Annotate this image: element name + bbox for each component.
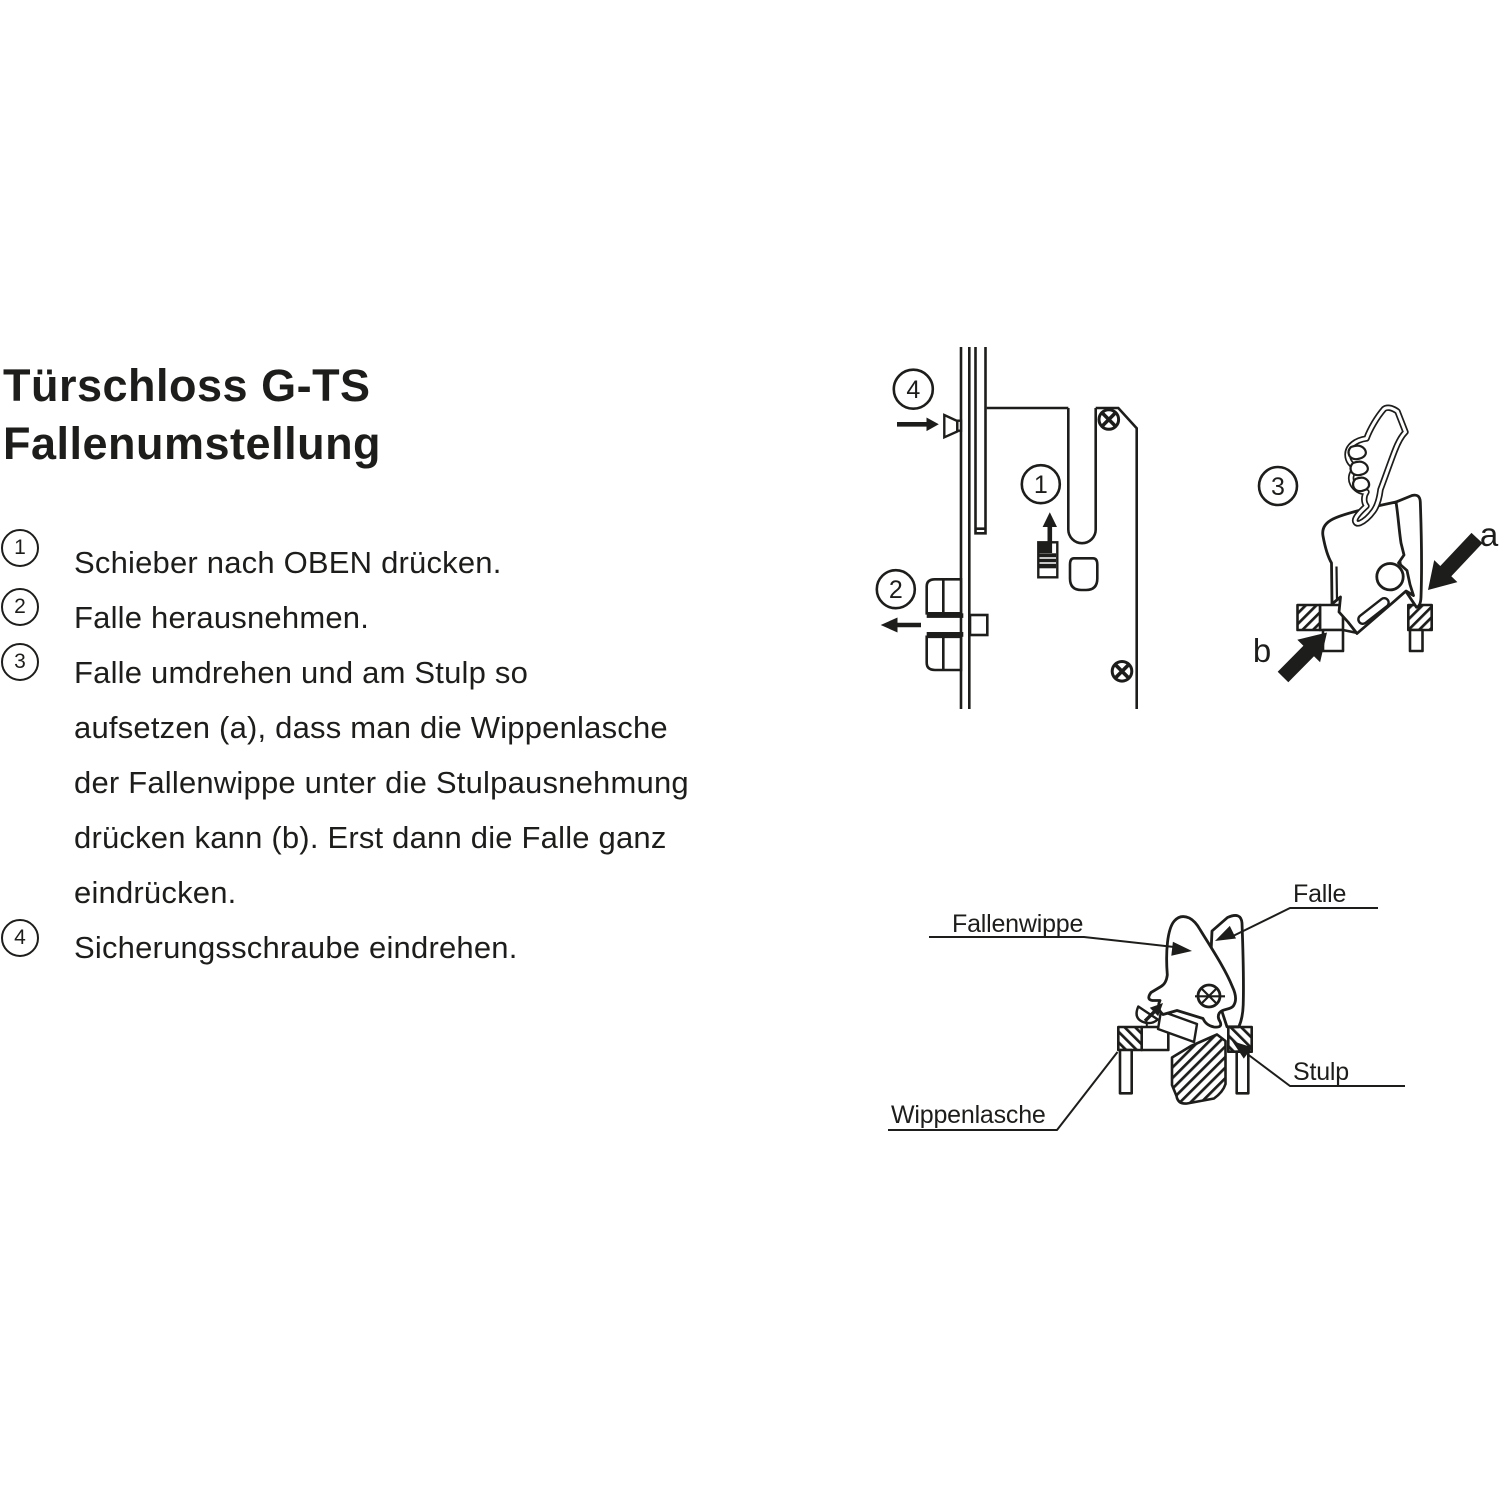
callout-2 <box>877 570 915 608</box>
page-title-line2: Fallenumstellung <box>3 418 382 469</box>
callout-2-number: 2 <box>888 576 903 604</box>
direction-label-a: a <box>1479 516 1499 553</box>
callout-1-number: 1 <box>1033 471 1048 499</box>
direction-arrow-b <box>1278 633 1327 683</box>
callout-3 <box>1259 467 1297 505</box>
step-3-text-line1: Falle umdrehen und am Stulp so <box>74 655 529 690</box>
label-fallenwippe: Fallenwippe <box>952 910 1084 938</box>
screw-icon <box>1112 662 1132 682</box>
screw-icon <box>1099 410 1119 430</box>
guide-slot <box>1068 408 1095 543</box>
step-3-text-line4: drücken kann (b). Erst dann die Falle ganz <box>74 820 667 855</box>
step-4-badge: 4 <box>1 919 39 957</box>
label-falle: Falle <box>1293 880 1347 908</box>
slider-rail <box>976 347 986 533</box>
left-arrow <box>881 618 921 633</box>
step-2-text: Falle herausnehmen. <box>74 600 370 635</box>
latch-tail-section <box>1172 1035 1226 1104</box>
countersunk-screw-icon <box>944 415 961 437</box>
stulp-cut-left <box>1298 605 1321 630</box>
direction-label-b: b <box>1252 632 1272 669</box>
step-3-text-line3: der Fallenwippe unter die Stulpausnehmung <box>74 765 689 800</box>
stulp-leg-left <box>1120 1050 1132 1093</box>
step-4-text: Sicherungsschraube eindrehen. <box>74 930 518 965</box>
step-3-text-line5: eindrücken. <box>74 875 237 910</box>
step-3-text-line2: aufsetzen (a), dass man die Wippenlasche <box>74 710 668 745</box>
figure-lock-view <box>877 347 1137 709</box>
callout-3-number: 3 <box>1271 473 1285 501</box>
label-wippenlasche: Wippenlasche <box>891 1101 1046 1129</box>
right-arrow <box>897 418 939 432</box>
stulp-leg-right <box>1237 1052 1249 1094</box>
stulp-cut-left <box>1118 1027 1141 1050</box>
step-1-badge: 1 <box>1 529 39 567</box>
callout-1 <box>1022 465 1060 503</box>
follower-hole <box>1070 558 1097 590</box>
axle-hole <box>1377 564 1403 590</box>
step-2-badge: 2 <box>1 588 39 626</box>
callout-4-number: 4 <box>906 376 921 404</box>
page-title-line1: Türschloss G-TS <box>3 360 371 411</box>
figure-insert-view <box>1253 408 1499 683</box>
stulp-leg-right <box>1410 630 1423 651</box>
direction-arrow-a <box>1428 533 1483 590</box>
step-1-text: Schieber nach OBEN drücken. <box>74 545 502 580</box>
fold-line <box>1337 567 1338 601</box>
label-stulp: Stulp <box>1293 1058 1349 1086</box>
stulp-cut-right <box>1408 605 1431 630</box>
figure-detail-view <box>888 880 1405 1130</box>
latch-front <box>927 579 988 670</box>
callout-4 <box>894 370 933 409</box>
leader-fallenwippe <box>929 937 1192 956</box>
step-3-badge: 3 <box>1 643 39 681</box>
